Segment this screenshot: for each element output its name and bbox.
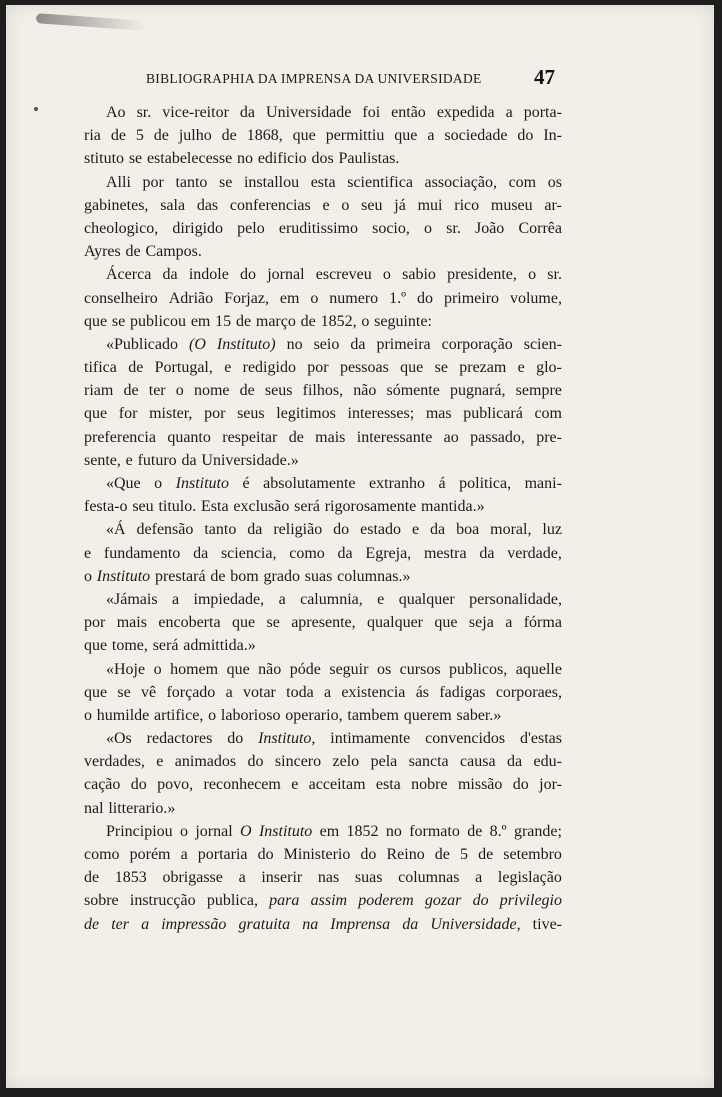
text-line: Principiou o jornal O Instituto em 1852 no formato de 8.º grande;: [106, 822, 562, 840]
text-line: ria de 5 de julho de 1868, que permittiu que a sociedade do In-: [84, 127, 562, 145]
text-line: que tome, será admittida.»: [84, 637, 256, 655]
text-line: o humilde artifice, o laborioso operario, tambem querem saber.»: [84, 706, 502, 724]
text-line: «Hoje o homem que não póde seguir os cursos publicos, aquelle: [106, 660, 562, 678]
text-line: nal litterario.»: [84, 799, 176, 817]
text-line: por mais encoberta que se apresente, qualquer que seja a fórma: [84, 614, 562, 632]
scan-smudge: [36, 13, 146, 31]
text-line: Ayres de Campos.: [84, 243, 202, 261]
body-text: [84, 101, 562, 936]
text-line: Ácerca da indole do jornal escreveu o sabio presidente, o sr.: [106, 266, 562, 284]
text-line: stituto se estabelecesse no edificio dos Paulistas.: [84, 150, 400, 168]
text-line: tifica de Portugal, e redigido por pessoas que se prezam e glo-: [84, 359, 562, 377]
running-title: BIBLIOGRAPHIA DA IMPRENSA DA UNIVERSIDADE: [146, 71, 482, 86]
text-line: cação do povo, reconhecem e acceitam esta nobre missão do jor-: [84, 776, 562, 794]
text-line: «Publicado (O Instituto) no seio da primeira corporação scien-: [106, 335, 562, 353]
text-line: de 1853 obrigasse a inserir nas suas columnas a legislação: [84, 869, 562, 887]
text-line: o Instituto prestará de bom grado suas columnas.»: [84, 567, 411, 585]
text-line: riam de ter o nome de seus filhos, não sómente pugnará, sempre: [84, 382, 562, 400]
text-line: e fundamento da sciencia, como da Egreja, mestra da verdade,: [84, 544, 562, 562]
text-line: verdades, e animados do sincero zelo pela sancta causa da edu-: [84, 753, 562, 771]
text-line: sente, e futuro da Universidade.»: [84, 451, 299, 469]
text-line: Alli por tanto se installou esta scientifica associação, com os: [106, 173, 562, 191]
text-line: como porém a portaria do Ministerio do Reino de 5 de setembro: [84, 846, 562, 863]
text-line: cheologico, dirigido pelo eruditissimo socio, o sr. João Corrêa: [84, 219, 562, 237]
text-line: preferencia quanto respeitar de mais interessante ao passado, pre-: [84, 428, 562, 446]
text-line: «Que o Instituto é absolutamente extranho á politica, mani-: [106, 475, 562, 492]
text-line: que se publicou em 15 de março de 1852, o seguinte:: [84, 312, 432, 330]
text-line: de ter a impressão gratuita na Imprensa da Universidade, tive-: [84, 915, 562, 933]
text-line: conselheiro Adrião Forjaz, em o numero 1.º do primeiro volume,: [84, 289, 562, 307]
text-line: «Jámais a impiedade, a calumnia, e qualquer personalidade,: [106, 590, 562, 608]
text-line: que se vê forçado a votar toda a existencia ás fadigas corporaes,: [84, 683, 562, 701]
text-line: que for mister, por seus legitimos interesses; mas publicará com: [84, 405, 562, 423]
page-header: [6, 67, 714, 91]
text-line: gabinetes, sala das conferencias e o seu já mui rico museu ar-: [84, 196, 562, 214]
text-line: festa-o seu titulo. Esta exclusão será rigorosamente mantida.»: [84, 498, 485, 516]
scanned-page: [6, 5, 714, 1088]
text-line: «Os redactores do Instituto, intimamente convencidos d'estas: [106, 730, 562, 748]
text-line: sobre instrucção publica, para assim poderem gozar do privilegio: [84, 892, 562, 910]
page-number: 47: [534, 65, 555, 89]
ink-dot: [34, 107, 38, 111]
text-line: Ao sr. vice-reitor da Universidade foi então expedida a porta-: [106, 104, 562, 121]
text-line: «Á defensão tanto da religião do estado e da boa moral, luz: [106, 521, 562, 539]
